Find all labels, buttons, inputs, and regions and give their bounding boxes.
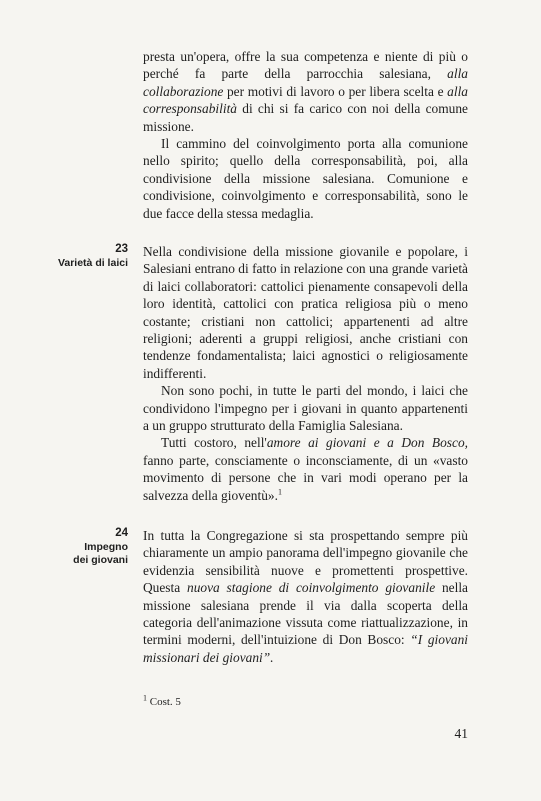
paragraph-communion: Il cammino del coinvolgimento porta alla comunione nello spirito; quello della corresponsabilità, poi, alla condivisione della missione salesiana. Comunione e condivisione, coinvolgimento e corresponsabilità, sono le due facce della stessa medaglia. <box>143 136 468 221</box>
paragraph-variety: Nella condivisione della missione giovanile e popolare, i Salesiani entrano di fatto in relazione con una grande varietà di laici collaboratori: cattolici pienamente consapevoli della loro identità, cattolici con pratica religiosa più o meno costante; cristiani non cattolici; appartenenti ad altre religioni; aderenti a gruppi religiosi, anche cristiani con tendenze fondamentalista; laici agnostici o religiosamente indifferenti. <box>143 244 468 381</box>
paragraph-text: In tutta la Congregazione si sta prospettando sempre più chiaramente un ampio panorama dell'impegno giovanile che evidenzia sensibilità nuove e promettenti prospettive. Questa <box>143 528 468 596</box>
italic-term: amore ai giovani e a Don Bosco, <box>266 435 468 451</box>
section-number: 23 <box>115 243 128 255</box>
paragraph-collaboration <box>143 48 468 222</box>
footnote-reference: 1 <box>277 487 282 497</box>
italic-term: alla corresponsabilità <box>143 83 468 117</box>
paragraph-text: fanno parte, consciamente o inconsciamente, di un «vasto movimento di persone che in vari modi operano per la salvezza della gioventù». <box>143 452 468 503</box>
section-23-body <box>143 243 468 504</box>
paragraph-text: presta un'opera, offre la sua competenza e niente di più o perché fa parte della parrocchia salesiana, <box>143 49 468 82</box>
paragraph-movement <box>143 434 468 504</box>
section-24-body <box>143 527 468 666</box>
italic-quote: “I giovani missionari dei giovani”. <box>143 632 469 665</box>
section-heading-23 <box>40 243 128 270</box>
paragraph-youth-engagement <box>143 527 468 666</box>
section-heading-24 <box>40 527 128 567</box>
footnote-text: Cost. 5 <box>149 696 181 708</box>
section-title-line: dei giovani <box>73 554 128 566</box>
page-number: 41 <box>454 726 468 741</box>
footnote-mark: 1 <box>143 693 147 703</box>
paragraph-text: di chi si fa carico con noi della comune missione. <box>143 101 468 134</box>
paragraph-text: per motivi di lavoro o per libera scelta e <box>223 83 448 99</box>
section-title: Varietà di laici <box>57 257 128 269</box>
italic-term: alla collaborazione <box>143 66 468 99</box>
section-number: 24 <box>115 527 128 539</box>
italic-term: nuova stagione di coinvolgimento giovanile <box>187 580 436 596</box>
paragraph-family: Non sono pochi, in tutte le parti del mondo, i laici che condividono l'impegno per i giovani in quanto appartenenti a un gruppo strutturato della Famiglia Salesiana. <box>143 383 468 434</box>
footnote <box>143 695 181 709</box>
paragraph-text: nella missione salesiana prende il via dalla scoperta della categoria dell'animazione vissuta come riattualizzazione, in termini moderni, dell'intuizione di Don Bosco: <box>143 580 468 648</box>
paragraph-text: Tutti costoro, nell' <box>161 435 267 451</box>
section-title-line: Impegno <box>84 541 128 553</box>
